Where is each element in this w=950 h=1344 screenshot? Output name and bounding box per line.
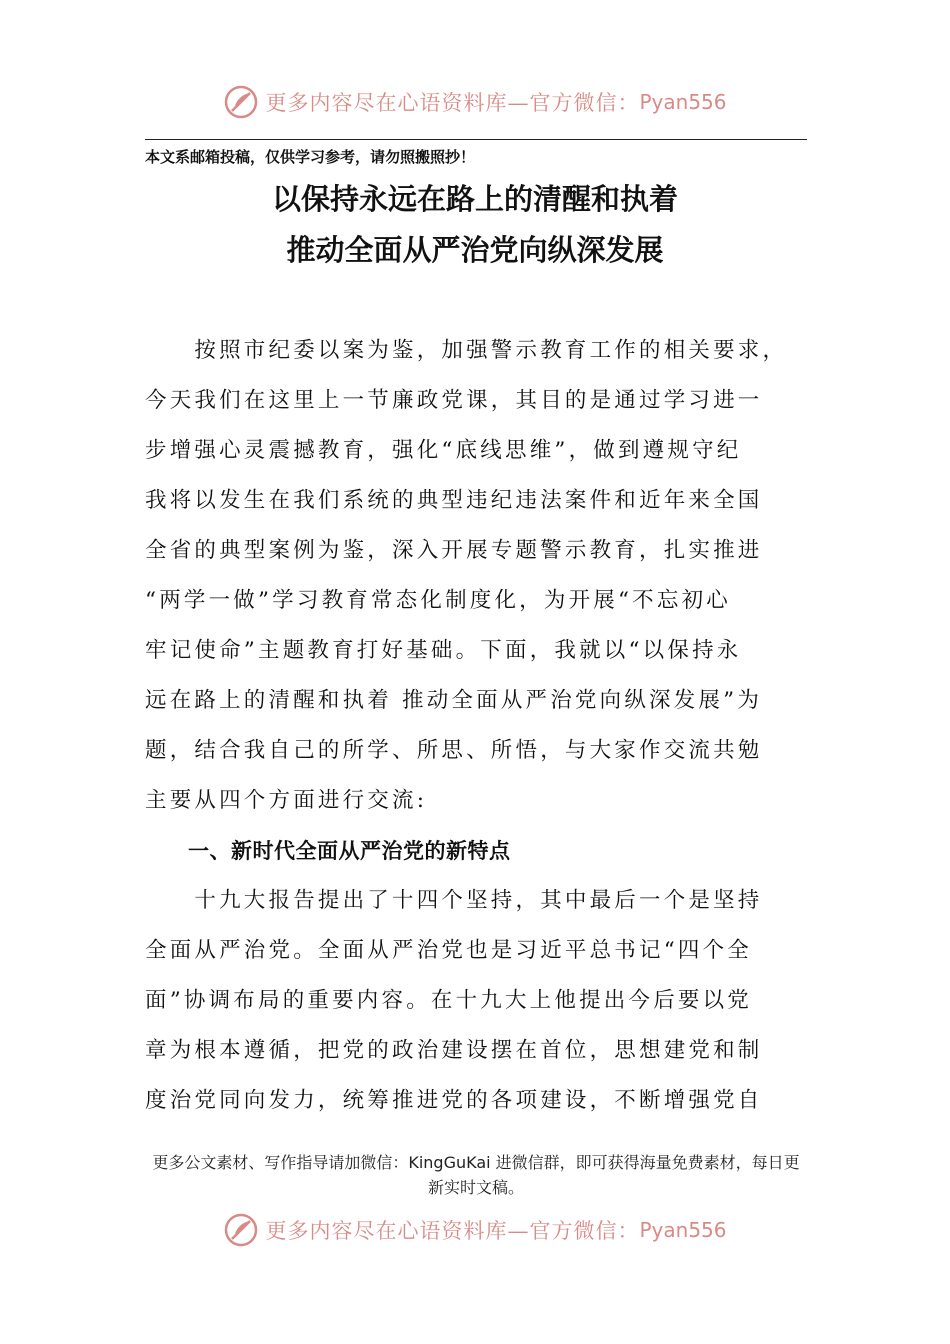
quill-logo-icon <box>223 1212 259 1248</box>
section-line: 度治党同向发力，统筹推进党的各项建设，不断增强党自 <box>145 1088 763 1113</box>
body-line: 今天我们在这里上一节廉政党课，其目的是通过学习进一 <box>145 388 763 413</box>
submission-notice: 本文系邮箱投稿，仅供学习参考，请勿照搬照抄！ <box>145 148 476 166</box>
watermark-wechat-id: Pyan556 <box>639 1218 727 1242</box>
section-heading: 一、新时代全面从严治党的新特点 <box>145 839 511 863</box>
header-divider <box>145 139 807 140</box>
title-line-1: 以保持永远在路上的清醒和执着 <box>271 182 678 216</box>
body-line: 按照市纪委以案为鉴，加强警示教育工作的相关要求， <box>145 338 788 363</box>
body-line: 牢记使命”主题教育打好基础。下面，我就以“以保持永 <box>145 638 742 663</box>
body-line: 题，结合我自己的所学、所思、所悟，与大家作交流共勉 <box>145 738 763 763</box>
watermark-text: 更多内容尽在心语资料库—官方微信： <box>265 91 640 115</box>
section-line: 全面从严治党。全面从严治党也是习近平总书记“四个全 <box>145 938 752 963</box>
watermark-header <box>0 82 950 122</box>
body-line: 步增强心灵震撼教育，强化“底线思维”，做到遵规守纪 <box>145 438 742 463</box>
title-line-2: 推动全面从严治党向纵深发展 <box>286 233 664 267</box>
body-line: 远在路上的清醒和执着 推动全面从严治党向纵深发展”为 <box>145 688 763 713</box>
footer-promo-note: 更多公文素材、写作指导请加微信：KingGuKai 进微信群，即可获得海量免费素材，每日更新实时文稿。 <box>152 1153 800 1197</box>
section-line: 十九大报告提出了十四个坚持，其中最后一个是坚持 <box>145 888 763 913</box>
body-line: 全省的典型案例为鉴，深入开展专题警示教育，扎实推进 <box>145 538 763 563</box>
body-line: “两学一做”学习教育常态化制度化，为开展“不忘初心 <box>145 588 731 613</box>
body-line: 主要从四个方面进行交流: <box>145 788 428 813</box>
section-line: 章为根本遵循，把党的政治建设摆在首位，思想建党和制 <box>145 1038 763 1063</box>
document-body <box>145 326 807 1126</box>
watermark-footer <box>0 1210 950 1250</box>
quill-logo-icon <box>223 84 259 120</box>
body-line: 我将以发生在我们系统的典型违纪违法案件和近年来全国 <box>145 488 763 513</box>
watermark-text: 更多内容尽在心语资料库—官方微信： <box>265 1219 640 1243</box>
watermark-wechat-id: Pyan556 <box>639 90 727 114</box>
section-line: 面”协调布局的重要内容。在十九大上他提出今后要以党 <box>145 988 752 1013</box>
